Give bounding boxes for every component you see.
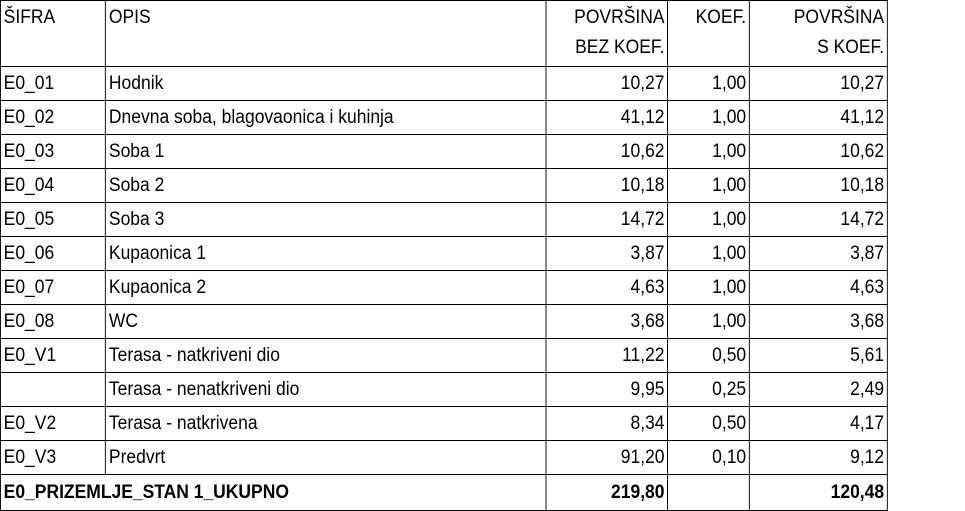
cell-povrsina-s-koef: 3,68 [749,305,887,339]
cell-povrsina-s-koef: 10,27 [749,67,887,101]
cell-sifra: E0_V1 [0,339,105,373]
header-povrsina-s-line1: POVRŠINA [793,7,885,28]
cell-koef: 1,00 [668,67,750,101]
header-sifra: ŠIFRA [0,1,105,67]
cell-povrsina-s-koef: 41,12 [749,101,887,135]
cell-opis: Terasa - natkriveni dio [106,339,546,373]
cell-povrsina-bez-koef: 91,20 [546,441,668,475]
cell-opis: Kupaonica 1 [106,237,546,271]
cell-povrsina-s-koef: 10,18 [749,169,887,203]
cell-koef: 0,50 [668,339,750,373]
cell-sifra [0,373,105,407]
header-row [0,1,887,67]
cell-koef: 1,00 [668,101,750,135]
cell-koef: 0,25 [668,373,750,407]
total-label: E0_PRIZEMLJE_STAN 1_UKUPNO [0,475,545,511]
cell-povrsina-bez-koef: 8,34 [546,407,668,441]
header-povrsina-bez-koef [546,1,668,67]
header-koef: KOEF. [668,1,750,67]
table-row [0,67,887,101]
cell-povrsina-bez-koef: 3,87 [546,237,668,271]
cell-povrsina-s-koef: 5,61 [749,339,887,373]
cell-povrsina-s-koef: 10,62 [749,135,887,169]
cell-sifra: E0_04 [0,169,105,203]
cell-opis: Soba 3 [106,203,546,237]
cell-povrsina-s-koef: 9,12 [749,441,887,475]
cell-opis: Dnevna soba, blagovaonica i kuhinja [106,101,546,135]
cell-koef: 1,00 [668,203,750,237]
header-povrsina-s-koef [749,1,887,67]
cell-opis: WC [106,305,546,339]
table-row [0,101,887,135]
total-povrsina-bez-koef: 219,80 [546,475,668,511]
cell-povrsina-s-koef: 3,87 [749,237,887,271]
table-row [0,169,887,203]
cell-opis: Soba 1 [106,135,546,169]
cell-opis: Predvrt [106,441,546,475]
cell-koef: 0,50 [668,407,750,441]
area-table-body [0,1,887,511]
cell-koef: 1,00 [668,135,750,169]
cell-opis: Terasa - nenatkriveni dio [106,373,546,407]
cell-sifra: E0_V2 [0,407,105,441]
cell-povrsina-bez-koef: 41,12 [546,101,668,135]
cell-opis: Soba 2 [106,169,546,203]
table-row [0,203,887,237]
cell-sifra: E0_05 [0,203,105,237]
table-row [0,305,887,339]
table-row [0,135,887,169]
cell-povrsina-s-koef: 2,49 [749,373,887,407]
table-row [0,407,887,441]
cell-sifra: E0_07 [0,271,105,305]
total-povrsina-s-koef: 120,48 [749,475,887,511]
header-povrsina-bez-line2: BEZ KOEF. [575,37,665,58]
table-row [0,271,887,305]
cell-sifra: E0_01 [0,67,105,101]
cell-povrsina-bez-koef: 3,68 [546,305,668,339]
header-povrsina-s-line2: S KOEF. [817,37,885,58]
cell-koef: 1,00 [668,237,750,271]
table-row [0,339,887,373]
total-koef [668,475,750,511]
cell-povrsina-bez-koef: 10,62 [546,135,668,169]
cell-povrsina-bez-koef: 11,22 [546,339,668,373]
cell-povrsina-s-koef: 4,63 [749,271,887,305]
cell-opis: Terasa - natkrivena [106,407,546,441]
cell-povrsina-bez-koef: 10,18 [546,169,668,203]
cell-koef: 1,00 [668,169,750,203]
table-row [0,373,887,407]
cell-sifra: E0_02 [0,101,105,135]
cell-povrsina-bez-koef: 10,27 [546,67,668,101]
cell-povrsina-s-koef: 4,17 [749,407,887,441]
header-opis: OPIS [106,1,546,67]
cell-koef: 1,00 [668,271,750,305]
table-row [0,237,887,271]
cell-sifra: E0_V3 [0,441,105,475]
total-row [0,475,887,511]
cell-koef: 1,00 [668,305,750,339]
cell-sifra: E0_08 [0,305,105,339]
cell-povrsina-bez-koef: 9,95 [546,373,668,407]
table-row [0,441,887,475]
cell-opis: Hodnik [106,67,546,101]
cell-povrsina-s-koef: 14,72 [749,203,887,237]
cell-koef: 0,10 [668,441,750,475]
cell-sifra: E0_03 [0,135,105,169]
cell-povrsina-bez-koef: 4,63 [546,271,668,305]
cell-povrsina-bez-koef: 14,72 [546,203,668,237]
header-povrsina-bez-line1: POVRŠINA [574,7,665,28]
cell-opis: Kupaonica 2 [106,271,546,305]
cell-sifra: E0_06 [0,237,105,271]
